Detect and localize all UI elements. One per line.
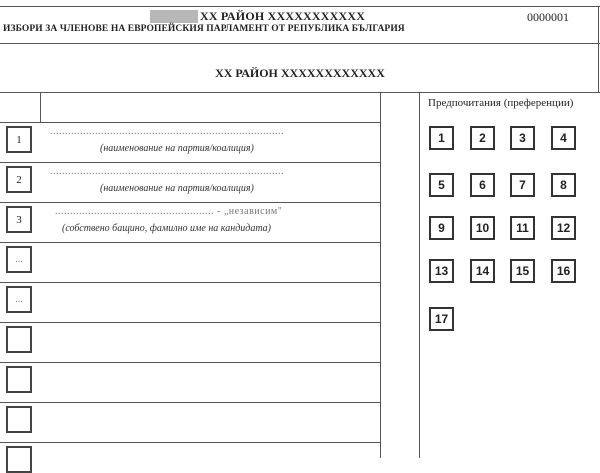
header-divider [0,43,600,44]
row-separator [0,122,380,123]
row-separator [0,162,380,163]
row-separator [0,322,380,323]
preference-box-8[interactable]: 8 [551,173,576,197]
serial-number: 0000001 [527,10,569,24]
row-separator [0,202,380,203]
row-separator [0,242,380,243]
preference-box-13[interactable]: 13 [429,259,454,283]
column-divider-number [40,92,41,122]
header-right-border [598,6,599,92]
district-center-title: XX РАЙОН XXXXXXXXXXXX [215,66,385,80]
ballot-number-box[interactable] [6,366,32,393]
preferences-title: Предпочитания (преференции) [428,97,574,109]
row-caption: (наименование на партия/коалиция) [100,143,254,154]
preference-box-14[interactable]: 14 [470,259,495,283]
preference-box-16[interactable]: 16 [551,259,576,283]
row-caption: (собствено бащино, фамилно име на кандидата) [62,223,271,234]
preference-box-2[interactable]: 2 [470,126,495,150]
preference-box-7[interactable]: 7 [510,173,535,197]
preference-box-6[interactable]: 6 [470,173,495,197]
preference-box-5[interactable]: 5 [429,173,454,197]
row-separator [0,282,380,283]
top-border [0,6,600,7]
row-separator [0,402,380,403]
table-top-border [0,92,600,93]
district-line: XX РАЙОН XXXXXXXXXXX [200,9,366,23]
row-separator [0,362,380,363]
ballot-number-box[interactable]: ... [6,286,32,313]
row-separator [0,442,380,443]
preference-box-3[interactable]: 3 [510,126,535,150]
preference-box-11[interactable]: 11 [510,216,535,240]
ballot-number-box[interactable]: 2 [6,166,32,193]
column-divider-preferences [419,92,420,458]
redacted-region [150,10,198,23]
preference-box-9[interactable]: 9 [429,216,454,240]
preference-box-1[interactable]: 1 [429,126,454,150]
name-placeholder-dots: ..................................................... - „независим" [55,206,283,217]
preference-box-4[interactable]: 4 [551,126,576,150]
ballot-number-box[interactable]: 1 [6,126,32,153]
election-title: ИЗБОРИ ЗА ЧЛЕНОВЕ НА ЕВРОПЕЙСКИЯ ПАРЛАМЕНТ ОТ РЕПУБЛИКА БЪЛГАРИЯ [3,24,405,34]
preference-box-12[interactable]: 12 [551,216,576,240]
ballot-number-box[interactable] [6,406,32,433]
ballot-number-box[interactable] [6,326,32,353]
column-divider-names [380,92,381,458]
ballot-number-box[interactable]: ... [6,246,32,273]
preference-box-10[interactable]: 10 [470,216,495,240]
preference-box-15[interactable]: 15 [510,259,535,283]
preference-box-17[interactable]: 17 [429,307,454,331]
name-placeholder-dots: .............................................................................. [50,126,284,137]
ballot-number-box[interactable]: 3 [6,206,32,233]
name-placeholder-dots: .............................................................................. [50,166,284,177]
ballot-number-box[interactable] [6,446,32,473]
row-caption: (наименование на партия/коалиция) [100,183,254,194]
